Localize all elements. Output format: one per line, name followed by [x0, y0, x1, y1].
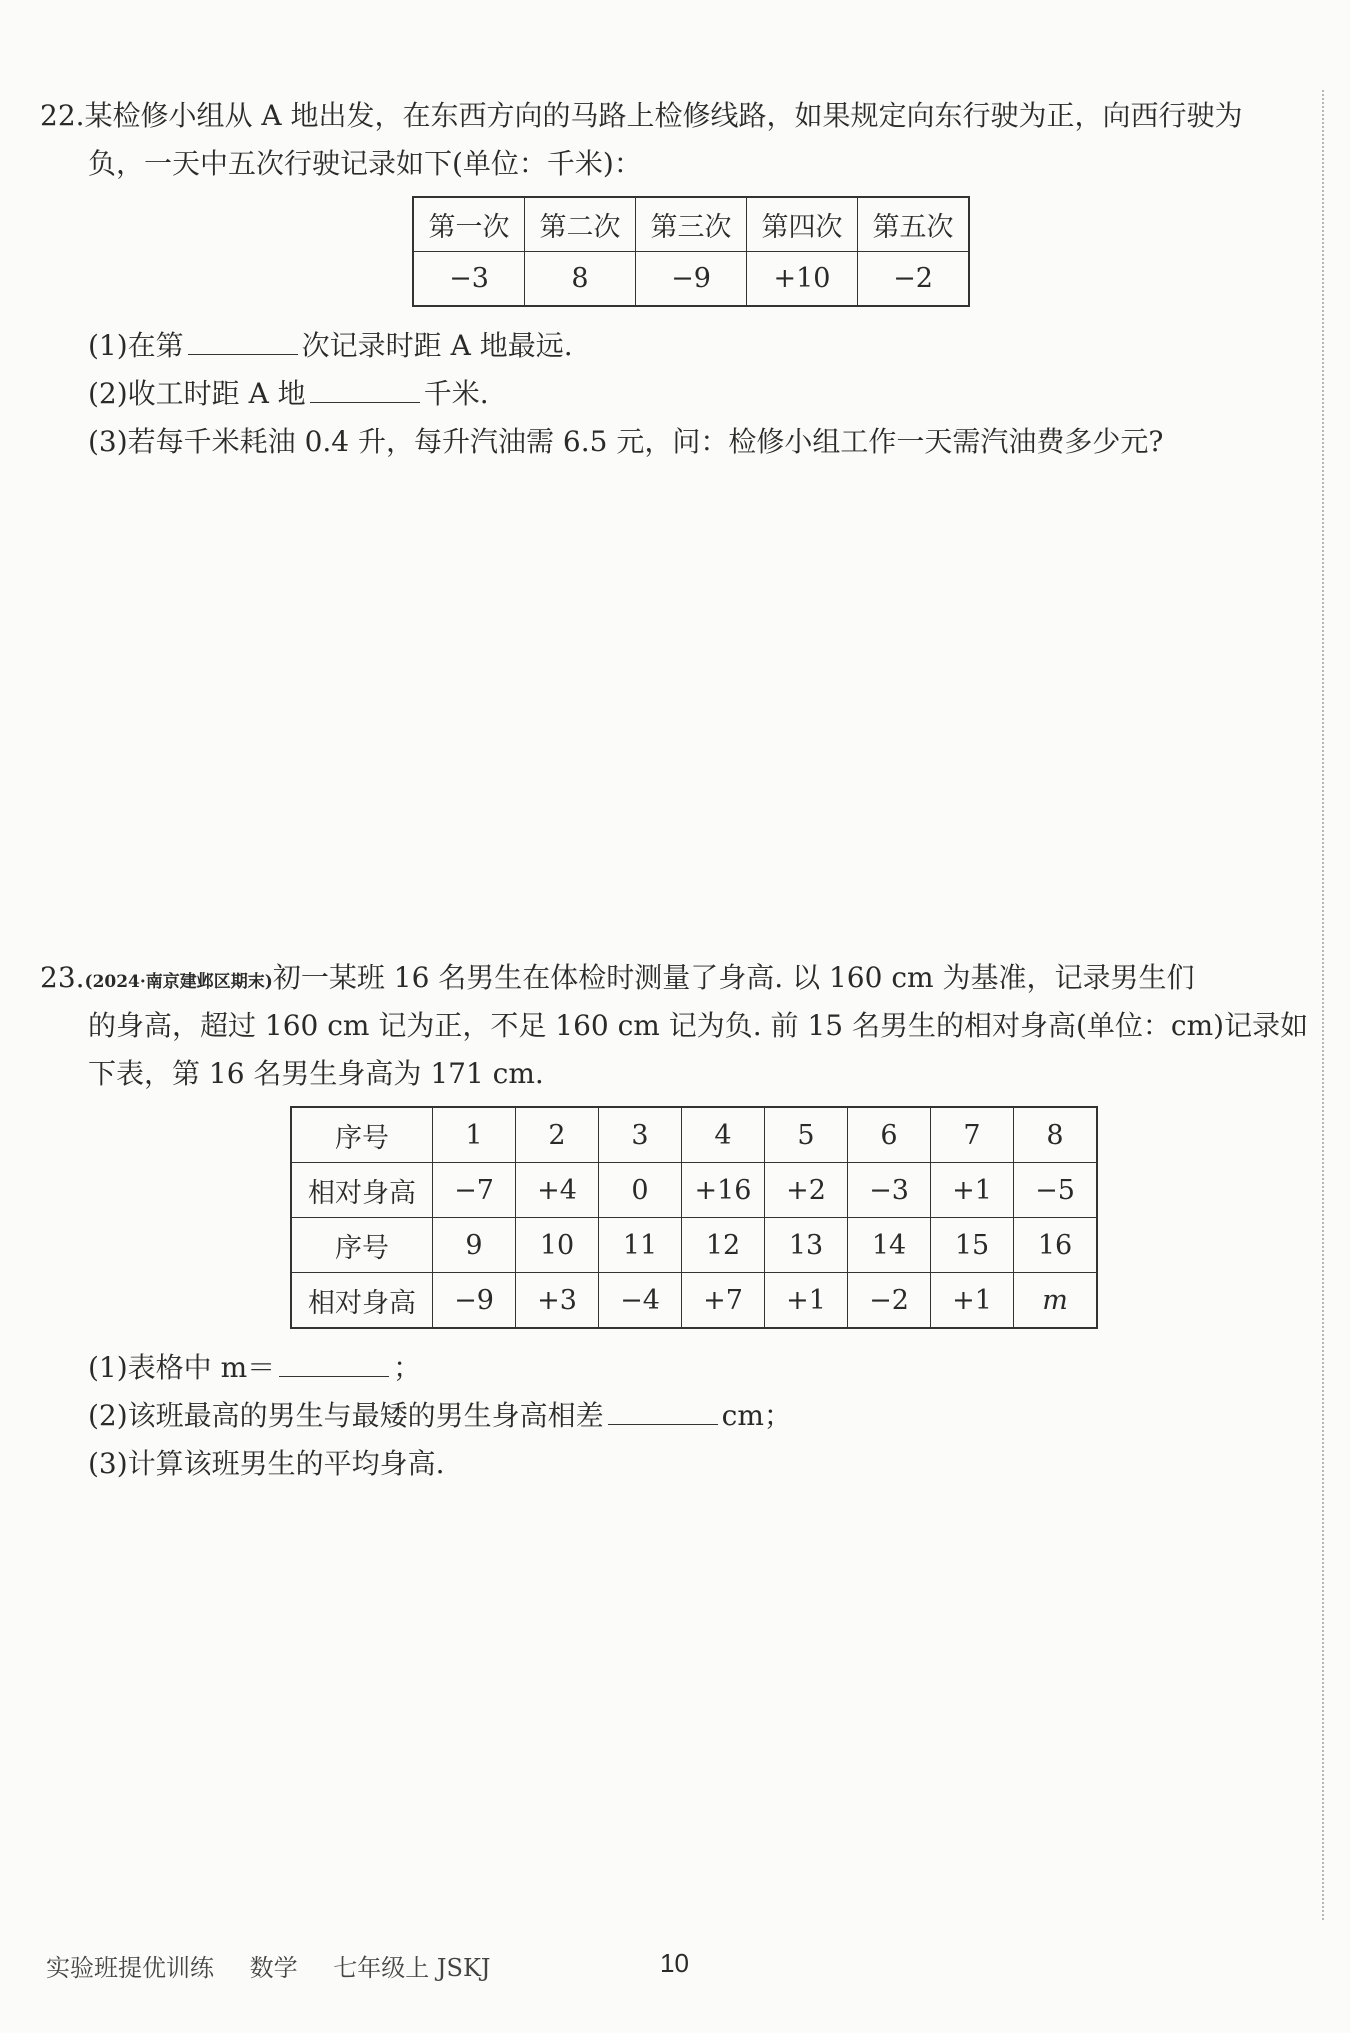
table-cell: 11 — [599, 1218, 682, 1273]
footer-subject: 数学 — [249, 1954, 298, 1982]
table-cell: 0 — [599, 1163, 682, 1218]
answer-blank[interactable] — [608, 1394, 718, 1425]
table-cell: 第一次 — [413, 197, 525, 252]
table-cell: 16 — [1014, 1218, 1098, 1273]
q23-line2: 的身高，超过 160 cm 记为正，不足 160 cm 记为负. 前 15 名男生的相对身高(单位：cm)记录如 — [88, 1009, 1309, 1042]
table-cell: 8 — [1014, 1107, 1098, 1163]
q23-sub1: (1)表格中 m＝ ； — [88, 1344, 421, 1392]
table-cell: 第四次 — [747, 197, 858, 252]
q23-table-row — [291, 1273, 1097, 1329]
table-cell: +3 — [516, 1273, 599, 1329]
footer — [46, 1948, 519, 1983]
q22-sub1: (1)在第 次记录时距 A 地最远. — [88, 322, 573, 370]
page-number: 10 — [660, 1948, 689, 1978]
table-cell: 6 — [848, 1107, 931, 1163]
table-cell: 10 — [516, 1218, 599, 1273]
table-cell: 12 — [682, 1218, 765, 1273]
q22-sub2: (2)收工时距 A 地 千米. — [88, 370, 489, 418]
table-cell: +4 — [516, 1163, 599, 1218]
table-cell: −4 — [599, 1273, 682, 1329]
q23-sub3: (3)计算该班男生的平均身高. — [88, 1447, 445, 1480]
table-cell: −5 — [1014, 1163, 1098, 1218]
table-cell: +1 — [931, 1273, 1014, 1329]
table-cell: m — [1014, 1273, 1098, 1329]
q23-line1: 23.(2024·南京建邺区期末)初一某班 16 名男生在体检时测量了身高. 以 160 cm 为基准，记录男生们 — [40, 954, 1194, 1006]
table-cell: +16 — [682, 1163, 765, 1218]
table-cell: 2 — [516, 1107, 599, 1163]
table-cell: 8 — [525, 252, 636, 307]
table-cell: 13 — [765, 1218, 848, 1273]
q23-sub2: (2)该班最高的男生与最矮的男生身高相差 cm； — [88, 1392, 792, 1440]
table-cell: −7 — [433, 1163, 516, 1218]
table-cell: 序号 — [291, 1107, 433, 1163]
q23-table-row — [291, 1218, 1097, 1273]
q23-table — [290, 1106, 1098, 1329]
q22-line1: 22.某检修小组从 A 地出发，在东西方向的马路上检修线路，如果规定向东行驶为正，向西行驶为 — [40, 92, 1243, 140]
table-cell: +1 — [931, 1163, 1014, 1218]
answer-blank[interactable] — [188, 324, 298, 355]
table-cell: +7 — [682, 1273, 765, 1329]
table-cell: 5 — [765, 1107, 848, 1163]
margin-dotted-line — [1322, 90, 1324, 1920]
table-cell: −9 — [433, 1273, 516, 1329]
table-cell: 14 — [848, 1218, 931, 1273]
table-cell: 7 — [931, 1107, 1014, 1163]
q22-table-header-row — [413, 197, 969, 252]
table-cell: −3 — [413, 252, 525, 307]
q23-source: (2024·南京建邺区期末) — [84, 972, 273, 992]
q22-table — [412, 196, 970, 307]
table-cell: 第二次 — [525, 197, 636, 252]
q22-sub3: (3)若每千米耗油 0.4 升，每升汽油需 6.5 元，问：检修小组工作一天需汽油费多少元? — [88, 425, 1164, 458]
table-cell: +1 — [765, 1273, 848, 1329]
q22-line2: 负，一天中五次行驶记录如下(单位：千米)： — [88, 147, 642, 180]
answer-blank[interactable] — [279, 1346, 389, 1377]
q23-number: 23. — [40, 961, 85, 994]
answer-blank[interactable] — [310, 372, 420, 403]
table-cell: 相对身高 — [291, 1163, 433, 1218]
table-cell: 4 — [682, 1107, 765, 1163]
q22-table-value-row — [413, 252, 969, 307]
table-cell: 3 — [599, 1107, 682, 1163]
q23-table-row — [291, 1107, 1097, 1163]
footer-book: 实验班提优训练 — [46, 1954, 214, 1982]
table-cell: 相对身高 — [291, 1273, 433, 1329]
table-cell: 9 — [433, 1218, 516, 1273]
footer-grade: 七年级上 JSKJ — [333, 1954, 491, 1982]
table-cell: −2 — [858, 252, 970, 307]
table-cell: −2 — [848, 1273, 931, 1329]
table-cell: 1 — [433, 1107, 516, 1163]
q22-number: 22. — [40, 99, 85, 132]
table-cell: +2 — [765, 1163, 848, 1218]
q23-table-row — [291, 1163, 1097, 1218]
table-cell: −3 — [848, 1163, 931, 1218]
table-cell: 15 — [931, 1218, 1014, 1273]
table-cell: +10 — [747, 252, 858, 307]
table-cell: 序号 — [291, 1218, 433, 1273]
table-cell: −9 — [636, 252, 747, 307]
table-cell: 第五次 — [858, 197, 970, 252]
table-cell: 第三次 — [636, 197, 747, 252]
q23-line3: 下表，第 16 名男生身高为 171 cm. — [88, 1057, 544, 1090]
